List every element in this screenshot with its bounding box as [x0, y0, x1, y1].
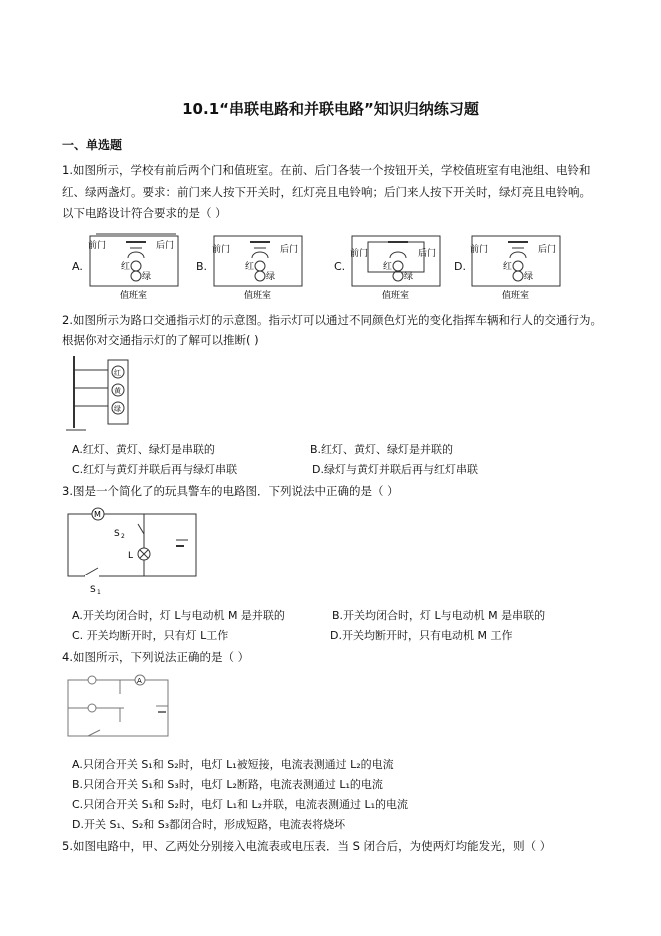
q1-line-3: 以下电路设计符合要求的是（ ）: [62, 206, 227, 220]
q1-line-1: 1.如图所示，学校有前后两个门和值班室。在前、后门各装一个按钮开关，学校值班室有电池组、电铃和: [62, 163, 591, 177]
svg-text:绿: 绿: [142, 272, 152, 282]
svg-text:绿: 绿: [266, 272, 276, 282]
q4-ammeter-label: A: [137, 677, 142, 685]
svg-text:红: 红: [503, 262, 513, 272]
svg-text:红: 红: [245, 262, 255, 272]
q3-motor-label: M: [94, 510, 101, 519]
svg-text:L: L: [128, 551, 134, 561]
q1-option-d-label: D.: [454, 260, 466, 273]
traffic-green: 绿: [114, 405, 121, 413]
q2-line-1: 2.如图所示为路口交通指示灯的示意图。指示灯可以通过不同颜色灯光的变化指挥车辆和行人的交通行为。: [62, 313, 602, 327]
q3-option-a: A.开关均闭合时，灯 L与电动机 M 是并联的: [72, 609, 285, 622]
q3-option-d: D.开关均断开时，只有电动机 M 工作: [330, 629, 513, 642]
q1-option-b-label: B.: [196, 260, 208, 273]
q1-line-2: 红、绿两盏灯。要求：前门来人按下开关时，红灯亮且电铃响；后门来人按下开关时，绿灯亮且电铃响。: [62, 185, 591, 199]
svg-text:2: 2: [121, 533, 125, 540]
traffic-yellow: 黄: [114, 387, 121, 395]
q3-option-c: C. 开关均断开时，只有灯 L工作: [72, 629, 229, 642]
svg-text:值班室: 值班室: [502, 291, 530, 301]
q2-option-d: D.绿灯与黄灯并联后再与红灯串联: [312, 463, 478, 476]
svg-text:S: S: [90, 585, 96, 595]
q2-option-c: C.红灯与黄灯并联后再与绿灯串联: [72, 463, 238, 476]
document-title: 10.1“串联电路和并联电路”知识归纳练习题: [182, 100, 479, 118]
q1-option-c-label: C.: [334, 260, 346, 273]
q1a-front: 前门: [88, 241, 107, 251]
svg-text:前门: 前门: [350, 249, 369, 259]
q1-circuit-a: [86, 228, 186, 302]
svg-text:值班室: 值班室: [120, 291, 148, 301]
svg-text:后门: 后门: [418, 249, 437, 259]
svg-text:后门: 后门: [280, 245, 299, 255]
q1-circuit-b: [210, 228, 310, 302]
q1-option-a-label: A.: [72, 260, 83, 273]
svg-text:红: 红: [383, 262, 393, 272]
svg-text:S: S: [114, 529, 120, 539]
q1-figures: [72, 228, 597, 304]
svg-text:绿: 绿: [404, 272, 414, 282]
q1a-back: 后门: [156, 241, 175, 251]
q4-line-1: 4.如图所示，下列说法正确的是（ ）: [62, 650, 250, 664]
svg-text:1: 1: [97, 589, 101, 596]
traffic-red: 红: [114, 369, 121, 377]
section-heading: 一、单选题: [62, 138, 123, 152]
svg-text:值班室: 值班室: [382, 291, 410, 301]
q5-line-1: 5.如图电路中，甲、乙两处分别接入电流表或电压表．当 S 闭合后，为使两灯均能发光，则（ ）: [62, 839, 552, 853]
q3-option-b: B.开关均闭合时，灯 L与电动机 M 是串联的: [332, 609, 546, 622]
q4-option-a: A.只闭合开关 S₁和 S₂时，电灯 L₁被短接，电流表测通过 L₂的电流: [72, 758, 394, 771]
q4-circuit-figure: [64, 672, 174, 746]
q1-circuit-d: [468, 228, 568, 302]
q4-option-b: B.只闭合开关 S₁和 S₃时，电灯 L₂断路，电流表测通过 L₁的电流: [72, 778, 383, 791]
q1-circuit-c: [348, 228, 448, 302]
q2-option-b: B.红灯、黄灯、绿灯是并联的: [310, 443, 454, 456]
svg-text:值班室: 值班室: [244, 291, 272, 301]
svg-text:绿: 绿: [524, 272, 534, 282]
q4-option-c: C.只闭合开关 S₁和 S₂时，电灯 L₁和 L₂并联，电流表测通过 L₁的电流: [72, 798, 409, 811]
svg-text:红: 红: [121, 262, 131, 272]
q2-option-a: A.红灯、黄灯、绿灯是串联的: [72, 443, 215, 456]
svg-text:后门: 后门: [538, 245, 557, 255]
q2-line-2: 根据你对交通指示灯的了解可以推断( ): [62, 333, 259, 347]
q3-circuit-figure: [64, 504, 204, 600]
q2-traffic-light-figure: [66, 352, 136, 434]
svg-text:前门: 前门: [212, 245, 231, 255]
q3-line-1: 3.图是一个简化了的玩具警车的电路图．下列说法中正确的是（ ）: [62, 484, 399, 498]
svg-text:前门: 前门: [470, 245, 489, 255]
q4-option-d: D.开关 S₁、S₂和 S₃都闭合时，形成短路，电流表将烧坏: [72, 818, 346, 831]
